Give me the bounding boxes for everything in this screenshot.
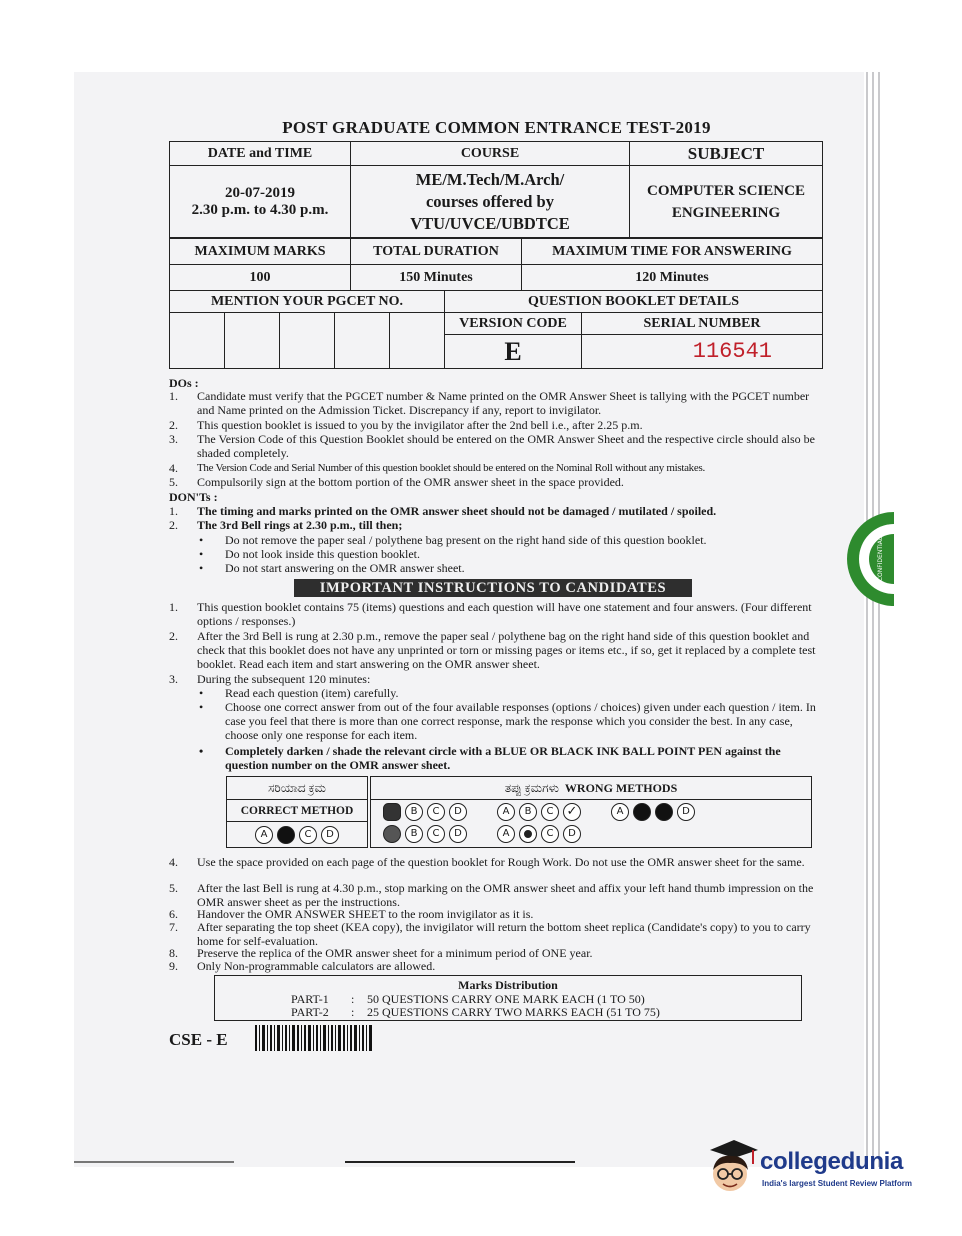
list-number: 5. xyxy=(169,475,178,489)
option-circle: A xyxy=(497,825,515,843)
page-edge xyxy=(878,72,880,1167)
max-marks-label: MAXIMUM MARKS xyxy=(170,239,351,265)
pgcet-digit-box[interactable] xyxy=(390,313,445,369)
pgcet-label: MENTION YOUR PGCET NO. xyxy=(170,291,445,313)
exam-details-table xyxy=(169,141,823,238)
course-line: courses offered by xyxy=(425,191,554,211)
pgcet-digit-box[interactable] xyxy=(170,313,225,369)
instructions-banner: IMPORTANT INSTRUCTIONS TO CANDIDATES xyxy=(294,579,692,597)
option-circle: C xyxy=(541,803,559,821)
list-item: Handover the OMR ANSWER SHEET to the room invigilator as it is. xyxy=(197,907,534,921)
bullet-text: Choose one correct answer from out of the four available responses (options / choices) given under each question / item. In case you feel that there is more than one correct response, mark the response which you consider the best. In any case, choose only one response for each item. xyxy=(225,700,816,743)
exam-title: POST GRADUATE COMMON ENTRANCE TEST-2019 xyxy=(282,118,711,137)
confidential-sticker xyxy=(842,512,894,606)
list-item: After the 3rd Bell is rung at 2.30 p.m., remove the paper seal / polythene bag on the right hand side of this question booklet and check that this booklet does not have any unprinted or torn or missing pages or items etc., if so, get it replaced by a complete test booklet. Read each item and start answering on the OMR answer sheet. xyxy=(197,629,816,672)
option-circle: C xyxy=(541,825,559,843)
subject-line: COMPUTER SCIENCE xyxy=(647,182,805,199)
option-circle: C xyxy=(427,803,445,821)
option-circle: C xyxy=(299,826,317,844)
bullet-text: Do not remove the paper seal / polythene bag present on the right hand side of this question booklet. xyxy=(225,533,707,547)
list-item: The Version Code and Serial Number of this question booklet should be entered on the Nominal Roll without any mistakes. xyxy=(197,462,705,474)
brand-tagline: India's largest Student Review Platform xyxy=(762,1179,912,1188)
donts-heading: DON'Ts : xyxy=(169,490,218,504)
wrong-methods-header xyxy=(371,777,811,800)
total-duration-value: 150 Minutes xyxy=(351,265,522,291)
marks-distribution-heading: Marks Distribution xyxy=(458,978,558,992)
max-time-value: 120 Minutes xyxy=(522,265,823,291)
list-item: After the last Bell is rung at 4.30 p.m., stop marking on the OMR answer sheet and affix your left hand thumb impression on the OMR answer sheet as per the instructions. xyxy=(197,881,814,910)
course-line: VTU/UVCE/UBDTCE xyxy=(410,213,570,233)
bullet-text: Read each question (item) carefully. xyxy=(225,686,399,700)
option-circle: A xyxy=(611,803,629,821)
barcode xyxy=(255,1025,373,1051)
list-number: 2. xyxy=(169,629,178,643)
pgcet-digit-box[interactable] xyxy=(280,313,335,369)
list-item: This question booklet is issued to you by the invigilator after the 2nd bell i.e., after 2.25 p.m. xyxy=(197,418,643,432)
date-time-cell xyxy=(170,166,351,238)
list-number: 6. xyxy=(169,907,178,921)
subject-cell xyxy=(630,166,823,238)
list-number: 3. xyxy=(169,672,178,686)
list-item: Compulsorily sign at the bottom portion of the OMR answer sheet in the space provided. xyxy=(197,475,624,489)
total-duration-label: TOTAL DURATION xyxy=(351,239,522,265)
course-cell xyxy=(351,166,630,238)
filled-circle xyxy=(633,803,651,821)
course-header: COURSE xyxy=(351,142,630,166)
correct-method-box xyxy=(226,776,368,848)
option-circle: C xyxy=(427,825,445,843)
donts-list xyxy=(169,504,819,576)
option-circle: D xyxy=(563,825,581,843)
list-item: The Version Code of this Question Booklet should be entered on the OMR Answer Sheet and the respective circle should also be shaded completely. xyxy=(197,432,815,461)
page-edge xyxy=(872,72,874,1167)
list-item: The timing and marks printed on the OMR answer sheet should not be damaged / mutilated / spoiled. xyxy=(197,504,717,518)
correct-method-label: CORRECT METHOD xyxy=(227,799,367,822)
sticker-text: CONFIDENTIAL xyxy=(877,536,884,582)
option-circle: B xyxy=(405,803,423,821)
list-number: 9. xyxy=(169,959,178,973)
part1-label: PART-1 xyxy=(291,992,329,1006)
mascot-logo-icon xyxy=(702,1136,762,1196)
filled-circle xyxy=(655,803,673,821)
wrong-row-1 xyxy=(381,801,811,823)
max-marks-value: 100 xyxy=(170,265,351,291)
option-circle: B xyxy=(405,825,423,843)
tick-mark-icon: ✓ xyxy=(563,803,581,821)
wrong-row-2 xyxy=(381,823,811,845)
instructions-list-2 xyxy=(169,855,819,973)
bullet-item: • Do not look inside this question booklet. xyxy=(199,547,420,561)
marks-distribution-box xyxy=(214,975,802,1021)
version-code-label: VERSION CODE xyxy=(445,313,582,335)
filled-circle xyxy=(277,826,295,844)
list-item: This question booklet contains 75 (items) questions and each question will have one statement and four answers. (Four different options / responses.) xyxy=(197,600,812,629)
list-number: 1. xyxy=(169,389,178,403)
list-number: 8. xyxy=(169,946,178,960)
list-number: 1. xyxy=(169,504,178,518)
separator: : xyxy=(351,1005,355,1019)
bullet-text: Do not look inside this question booklet. xyxy=(225,547,420,561)
serial-number-value: 116541 xyxy=(582,335,823,369)
wrong-methods-box xyxy=(370,776,812,848)
subject-line: ENGINEERING xyxy=(671,204,781,221)
booklet-code: CSE - E xyxy=(169,1030,228,1049)
part1-text: 50 QUESTIONS CARRY ONE MARK EACH (1 TO 50) xyxy=(367,992,645,1006)
pgcet-digit-box[interactable] xyxy=(225,313,280,369)
collegedunia-watermark xyxy=(702,1136,942,1196)
separator: : xyxy=(351,992,355,1006)
list-number: 2. xyxy=(169,418,178,432)
exam-time: 2.30 p.m. to 4.30 p.m. xyxy=(191,201,329,218)
list-number: 4. xyxy=(169,855,178,869)
option-circle: D xyxy=(449,825,467,843)
option-circle: A xyxy=(255,826,273,844)
marks-duration-table xyxy=(169,238,823,291)
bullet-text: Do not start answering on the OMR answer sheet. xyxy=(225,561,465,575)
option-circle: B xyxy=(519,803,537,821)
version-code-value: E xyxy=(445,335,582,369)
bullet-item: • Do not start answering on the OMR answer sheet. xyxy=(199,561,465,575)
option-circle: D xyxy=(677,803,695,821)
instructions-list: 1. This question booklet contains 75 (items) questions and each question will have one statement and four answers. (Four different options / responses.) 2. After the 3rd Bell is rung at 2.30 p.m., remove the paper seal / polythene bag on the right hand side of this question booklet and check that this booklet does not have any unprinted or torn or missing pages or items etc., if so, get it replaced by a complete test booklet. Read each item and start answering on the OMR answer sheet. 3. During the subsequent 120 minutes: • Read each question (item) carefully. • Choose one correct answer from out of the four available responses (options / choices) given under each question / item. In case you feel that there is more than one correct response, mark the response which you consider the best. In any case, choose only one response for each item. • Completely darken / shade the relevant circle with a BLUE OR BLACK INK BALL POINT PEN against the question number on the OMR answer sheet. xyxy=(169,600,819,776)
correct-method-circles xyxy=(227,821,367,848)
serial-number-label: SERIAL NUMBER xyxy=(582,313,823,335)
dot-circle xyxy=(519,825,537,843)
brand-name: collegedunia xyxy=(760,1148,904,1175)
page-line xyxy=(345,1161,575,1163)
page-line xyxy=(74,1161,234,1163)
kannada-correct-label: ಸರಿಯಾದ ಕ್ರಮ xyxy=(268,781,326,795)
booklet-details-table xyxy=(169,290,823,369)
bullet-text: Completely darken / shade the relevant circle with a BLUE OR BLACK INK BALL POINT PEN against the question number on the OMR answer sheet. xyxy=(225,744,781,773)
list-item: Preserve the replica of the OMR answer sheet for a minimum period of ONE year. xyxy=(197,946,593,960)
wrong-methods-label: WRONG METHODS xyxy=(564,781,678,795)
part2-label: PART-2 xyxy=(291,1005,329,1019)
list-number: 4. xyxy=(169,461,178,475)
list-number: 7. xyxy=(169,920,178,934)
list-number: 1. xyxy=(169,600,178,614)
list-number: 5. xyxy=(169,881,178,895)
cross-mark-icon xyxy=(383,803,401,821)
date-time-header: DATE and TIME xyxy=(170,142,351,166)
option-circle: A xyxy=(497,803,515,821)
booklet-label: QUESTION BOOKLET DETAILS xyxy=(445,291,823,313)
kannada-wrong-label: ತಪ್ಪು ಕ್ರಮಗಳು xyxy=(504,781,559,795)
dos-list xyxy=(169,389,819,489)
exam-date: 20-07-2019 xyxy=(225,184,295,201)
page-edge xyxy=(866,72,868,1167)
option-circle: D xyxy=(449,803,467,821)
list-item: After separating the top sheet (KEA copy), the invigilator will return the bottom sheet replica (Candidate's copy) to you to carry home for self-evaluation. xyxy=(197,920,811,949)
list-item: Use the space provided on each page of the question booklet for Rough Work. Do not use the OMR answer sheet for the same. xyxy=(197,855,805,869)
partial-fill-circle xyxy=(383,825,401,843)
max-time-label: MAXIMUM TIME FOR ANSWERING xyxy=(522,239,823,265)
course-line: ME/M.Tech/M.Arch/ xyxy=(415,169,565,189)
subject-header: SUBJECT xyxy=(630,142,823,166)
list-number: 2. xyxy=(169,518,178,532)
option-circle: D xyxy=(321,826,339,844)
dos-heading: DOs : xyxy=(169,376,199,390)
list-item: The 3rd Bell rings at 2.30 p.m., till then; xyxy=(197,518,403,532)
list-number: 3. xyxy=(169,432,178,446)
pgcet-digit-box[interactable] xyxy=(335,313,390,369)
list-item: Candidate must verify that the PGCET number & Name printed on the OMR Answer Sheet is tallying with the PGCET number and Name printed on the Admission Ticket. Discrepancy if any, report to invigilator. xyxy=(197,389,810,418)
list-item: During the subsequent 120 minutes: xyxy=(197,672,371,686)
part2-text: 25 QUESTIONS CARRY TWO MARKS EACH (51 TO 75) xyxy=(367,1005,660,1019)
list-item: Only Non-programmable calculators are allowed. xyxy=(197,959,436,973)
bullet-item: • Do not remove the paper seal / polythene bag present on the right hand side of this question booklet. xyxy=(199,533,707,547)
